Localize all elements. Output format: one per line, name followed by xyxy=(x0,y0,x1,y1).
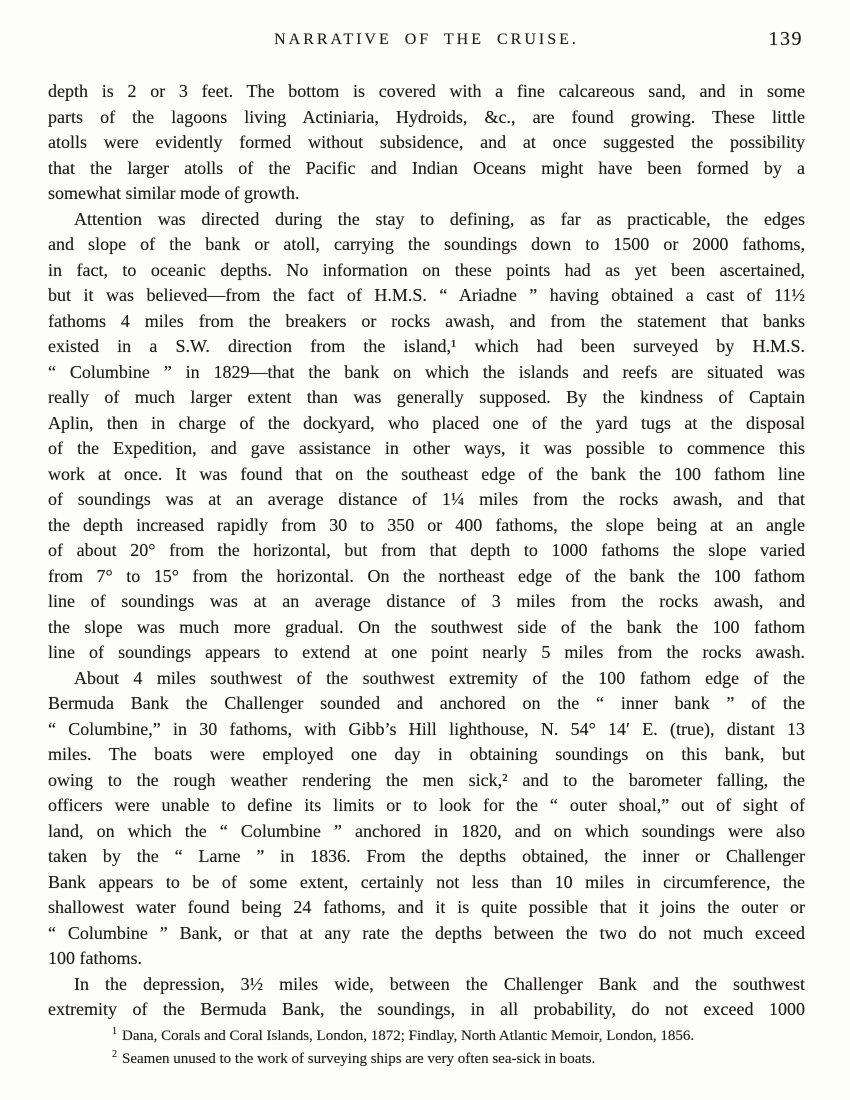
text-line: really of much larger extent than was generally supposed. By the kindness of Captain xyxy=(48,387,805,407)
footnote: $^2$ Seamen unused to the work of surveying ships are very often sea-sick in boats. xyxy=(112,1048,596,1067)
paragraph xyxy=(48,972,805,1023)
paragraph xyxy=(48,79,805,207)
text-line: atolls were evidently formed without subsidence, and at once suggested the possibility xyxy=(48,132,805,152)
text-line: “ Columbine,” in 30 fathoms, with Gibb’s Hill lighthouse, N. 54° 14′ E. (true), distant 13 xyxy=(48,718,805,739)
text-line: of soundings was at an average distance of 1¼ miles from the rocks awash, and that xyxy=(48,489,805,509)
text-line: fathoms 4 miles from the breakers or rocks awash, and from the statement that banks xyxy=(48,310,805,331)
text-line: somewhat similar mode of growth. xyxy=(48,183,300,203)
text-line: land, on which the “ Columbine ” anchored in 1820, and on which soundings were also xyxy=(48,820,805,841)
text-line: existed in a S.W. direction from the island,¹ which had been surveyed by H.M.S. xyxy=(48,336,805,356)
text-line: shallowest water found being 24 fathoms, and it is quite possible that it joins the outer or xyxy=(48,897,805,917)
text-line: work at once. It was found that on the southeast edge of the bank the 100 fathom line xyxy=(48,463,805,484)
footnotes xyxy=(112,1025,772,1070)
text-line: “ Columbine ” in 1829—that the bank on which the islands and reefs are situated was xyxy=(48,361,805,382)
footnote: $^1$ Dana, Corals and Coral Islands, London, 1872; Findlay, North Atlantic Memoir, London, 1856. xyxy=(112,1026,695,1044)
text-line: in fact, to oceanic depths. No information on these points had as yet been ascertained, xyxy=(48,259,805,280)
text-line: and slope of the bank or atoll, carrying the soundings down to 1500 or 2000 fathoms, xyxy=(48,234,805,254)
text-line: officers were unable to define its limits or to look for the “ outer shoal,” out of sight of xyxy=(48,795,805,815)
text-line: Aplin, then in charge of the dockyard, who placed one of the yard tugs at the disposal xyxy=(48,412,805,433)
text-line: Bank appears to be of some extent, certainly not less than 10 miles in circumference, the xyxy=(48,871,805,892)
page-number: 139 xyxy=(768,28,803,50)
text-line: In the depression, 3½ miles wide, between the Challenger Bank and the southwest xyxy=(74,973,805,994)
text-line: from 7° to 15° from the horizontal. On the northeast edge of the bank the 100 fathom xyxy=(48,565,805,586)
text-line: 100 fathoms. xyxy=(48,948,142,968)
text-line: but it was believed—from the fact of H.M.S. “ Ariadne ” having obtained a cast of 11½ xyxy=(48,285,805,305)
page-title: NARRATIVE OF THE CRUISE. xyxy=(274,31,579,48)
text-line: extremity of the Bermuda Bank, the soundings, in all probability, do not exceed 1000 xyxy=(48,999,805,1019)
text-line: parts of the lagoons living Actiniaria, Hydroids, &c., are found growing. These little xyxy=(48,106,805,127)
text-line: line of soundings was at an average distance of 3 miles from the rocks awash, and xyxy=(48,591,805,611)
text-line: taken by the “ Larne ” in 1836. From the depths obtained, the inner or Challenger xyxy=(48,846,805,866)
paragraph xyxy=(48,666,805,972)
body-text xyxy=(48,79,805,1023)
footnote-marker: 2 xyxy=(112,1048,117,1060)
text-line: About 4 miles southwest of the southwest extremity of the 100 fathom edge of the xyxy=(74,667,805,688)
text-line: the depth increased rapidly from 30 to 350 or 400 fathoms, the slope being at an angle xyxy=(48,514,805,535)
text-line: Attention was directed during the stay to defining, as far as practicable, the edges xyxy=(74,208,805,229)
running-header xyxy=(48,28,805,55)
text-line: depth is 2 or 3 feet. The bottom is covered with a fine calcareous sand, and in some xyxy=(48,81,805,101)
text-line: miles. The boats were employed one day in obtaining soundings on this bank, but xyxy=(48,744,805,764)
paragraph xyxy=(48,207,805,666)
footnote-marker: 1 xyxy=(112,1026,117,1037)
text-line: owing to the rough weather rendering the men sick,² and to the barometer falling, the xyxy=(48,769,805,790)
text-line: of about 20° from the horizontal, but from that depth to 1000 fathoms the slope varied xyxy=(48,540,805,560)
text-line: of the Expedition, and gave assistance in other ways, it was possible to commence this xyxy=(48,438,805,458)
text-line: the slope was much more gradual. On the southwest side of the bank the 100 fathom xyxy=(48,616,805,637)
text-line: “ Columbine ” Bank, or that at any rate the depths between the two do not much exceed xyxy=(48,922,805,943)
text-line: Bermuda Bank the Challenger sounded and anchored on the “ inner bank ” of the xyxy=(48,693,805,713)
text-line: that the larger atolls of the Pacific and Indian Oceans might have been formed by a xyxy=(48,157,805,178)
text-line: line of soundings appears to extend at one point nearly 5 miles from the rocks awash. xyxy=(48,642,805,662)
